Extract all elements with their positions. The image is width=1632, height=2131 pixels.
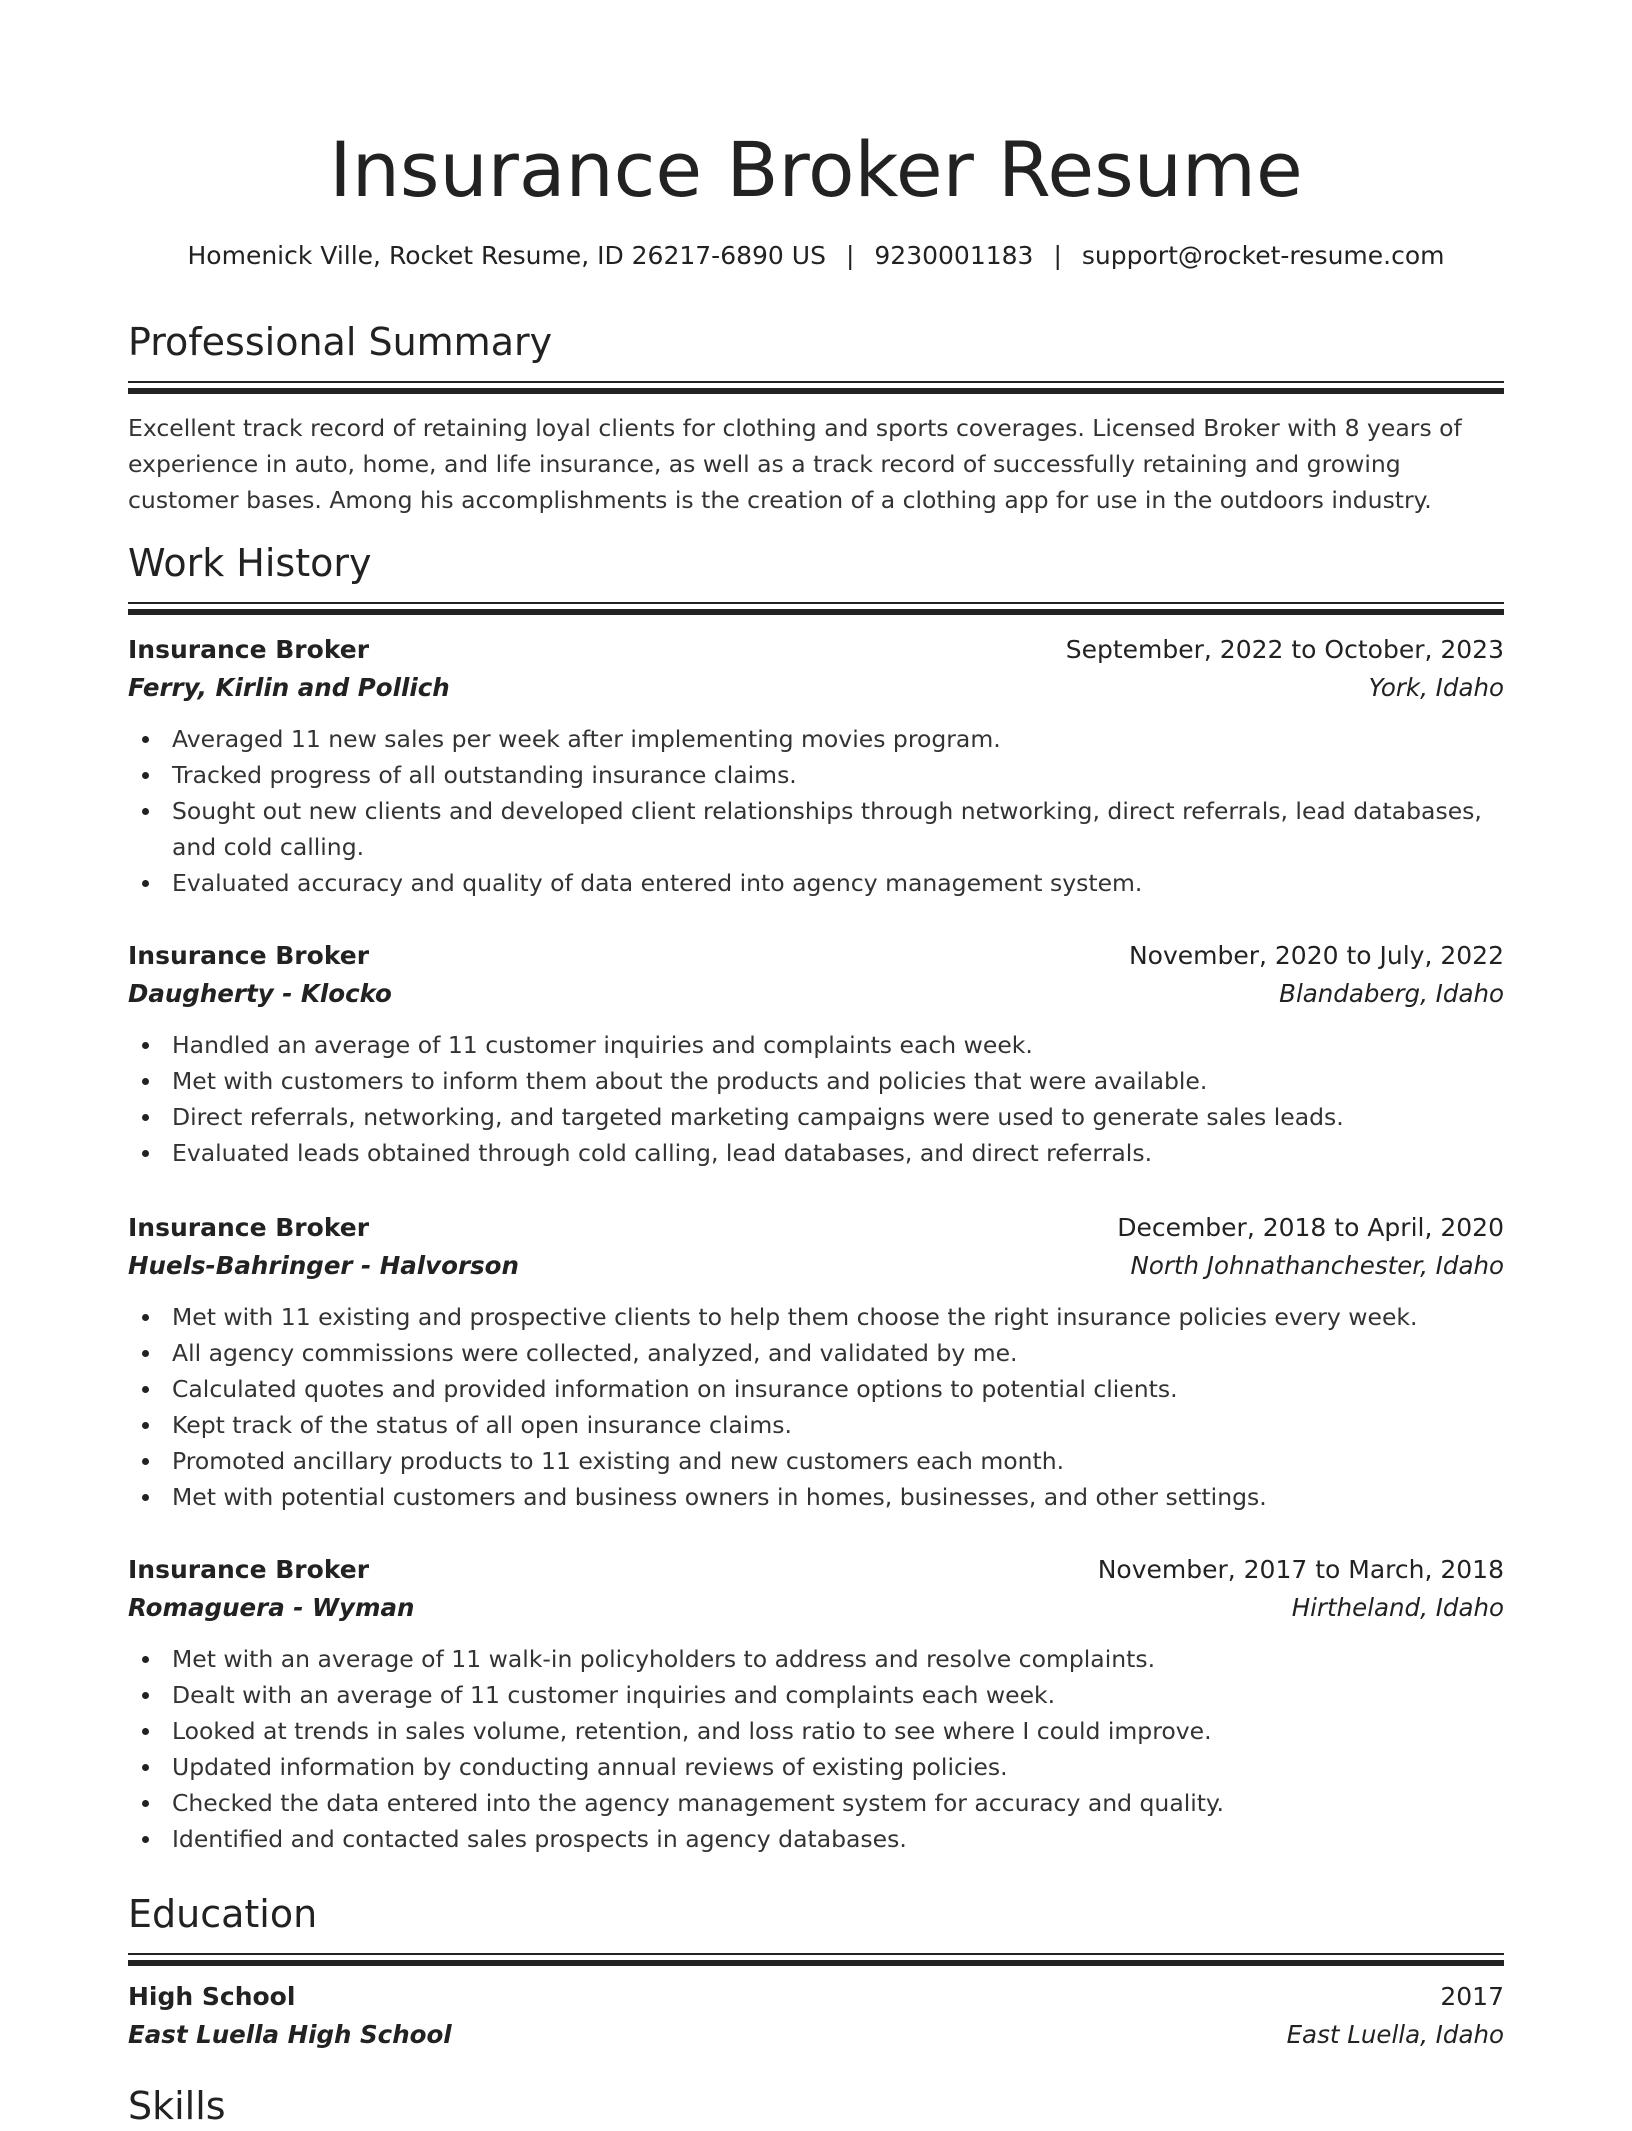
summary-section <box>128 317 1504 518</box>
job-location: Hirtheland, Idaho <box>1291 1593 1504 1622</box>
bullet-item: Sought out new clients and developed client relationships through networking, direct referrals, lead databases, and cold calling. <box>172 793 1504 865</box>
education-heading: Education <box>128 1892 318 1936</box>
work-history-heading: Work History <box>128 541 372 585</box>
work-history-section <box>128 538 1504 615</box>
job-entry <box>128 631 1504 901</box>
contact-address: Homenick Ville, Rocket Resume, ID 26217-6890 US <box>187 241 826 270</box>
job-bullets <box>128 1027 1504 1171</box>
job-company: Romaguera - Wyman <box>128 1593 415 1622</box>
bullet-item: Met with customers to inform them about the products and policies that were available. <box>172 1063 1504 1099</box>
bullet-item: Averaged 11 new sales per week after implementing movies program. <box>172 721 1504 757</box>
job-dates: November, 2020 to July, 2022 <box>1128 941 1504 970</box>
job-bullets <box>128 1299 1504 1515</box>
bullet-item: Calculated quotes and provided information on insurance options to potential clients. <box>172 1371 1504 1407</box>
education-year: 2017 <box>1440 1982 1504 2011</box>
education-degree: High School <box>128 1982 296 2011</box>
bullet-item: Met with an average of 11 walk-in policyholders to address and resolve complaints. <box>172 1641 1504 1677</box>
contact-email: support@rocket-resume.com <box>1081 241 1445 270</box>
bullet-item: Checked the data entered into the agency management system for accuracy and quality. <box>172 1785 1504 1821</box>
job-company: Daugherty - Klocko <box>128 979 392 1008</box>
job-location: Blandaberg, Idaho <box>1279 979 1504 1008</box>
contact-separator: | <box>1053 241 1062 270</box>
job-location: North Johnathanchester, Idaho <box>1130 1251 1504 1280</box>
bullet-item: Looked at trends in sales volume, retention, and loss ratio to see where I could improve. <box>172 1713 1504 1749</box>
summary-text: Excellent track record of retaining loyal clients for clothing and sports coverages. Licensed Broker with 8 years of experience in auto, home, and life insurance, as well as a track record of successfully retaining and growing customer bases. Among his accomplishments is the creation of a clothing app for use in the outdoors industry. <box>128 414 1462 514</box>
job-title: Insurance Broker <box>128 941 370 970</box>
bullet-item: All agency commissions were collected, analyzed, and validated by me. <box>172 1335 1504 1371</box>
job-dates: September, 2022 to October, 2023 <box>1065 635 1504 664</box>
bullet-item: Identified and contacted sales prospects in agency databases. <box>172 1821 1504 1857</box>
job-bullets <box>128 1641 1504 1857</box>
section-divider-thick <box>128 388 1504 394</box>
education-location: East Luella, Idaho <box>1286 2020 1504 2049</box>
job-header-row <box>128 1209 1504 1247</box>
education-header-row <box>128 1978 1504 2016</box>
section-divider <box>128 602 1504 604</box>
job-dates: November, 2017 to March, 2018 <box>1097 1555 1504 1584</box>
bullet-item: Promoted ancillary products to 11 existing and new customers each month. <box>172 1443 1504 1479</box>
job-company-row <box>128 1589 1504 1627</box>
job-title: Insurance Broker <box>128 1555 370 1584</box>
contact-separator: | <box>845 241 855 270</box>
job-header-row <box>128 937 1504 975</box>
job-entry <box>128 1551 1504 1857</box>
bullet-item: Met with potential customers and business owners in homes, businesses, and other settings. <box>172 1479 1504 1515</box>
section-divider <box>128 381 1504 383</box>
job-header-row <box>128 631 1504 669</box>
education-school-row <box>128 2016 1504 2054</box>
summary-heading: Professional Summary <box>128 320 553 364</box>
job-location: York, Idaho <box>1368 673 1504 702</box>
job-dates: December, 2018 to April, 2020 <box>1117 1213 1504 1242</box>
section-divider <box>128 1953 1504 1955</box>
contact-phone: 9230001183 <box>874 241 1034 270</box>
job-entry <box>128 1209 1504 1515</box>
job-company: Ferry, Kirlin and Pollich <box>128 673 450 702</box>
section-divider-thick <box>128 1960 1504 1966</box>
job-title: Insurance Broker <box>128 1213 370 1242</box>
bullet-item: Updated information by conducting annual reviews of existing policies. <box>172 1749 1504 1785</box>
section-divider-thick <box>128 609 1504 615</box>
skills-section <box>128 2081 1504 2131</box>
resume-title: Insurance Broker Resume <box>329 125 1303 214</box>
skills-heading: Skills <box>128 2084 226 2128</box>
job-company-row <box>128 1247 1504 1285</box>
job-company-row <box>128 975 1504 1013</box>
job-company: Huels-Bahringer - Halvorson <box>128 1251 519 1280</box>
bullet-item: Evaluated accuracy and quality of data entered into agency management system. <box>172 865 1504 901</box>
bullet-item: Handled an average of 11 customer inquiries and complaints each week. <box>172 1027 1504 1063</box>
education-entry <box>128 1978 1504 2054</box>
contact-line <box>128 238 1504 274</box>
bullet-item: Dealt with an average of 11 customer inquiries and complaints each week. <box>172 1677 1504 1713</box>
job-company-row <box>128 669 1504 707</box>
bullet-item: Tracked progress of all outstanding insurance claims. <box>172 757 1504 793</box>
bullet-item: Direct referrals, networking, and targeted marketing campaigns were used to generate sales leads. <box>172 1099 1504 1135</box>
bullet-item: Evaluated leads obtained through cold calling, lead databases, and direct referrals. <box>172 1135 1504 1171</box>
job-header-row <box>128 1551 1504 1589</box>
bullet-item: Met with 11 existing and prospective clients to help them choose the right insurance policies every week. <box>172 1299 1504 1335</box>
job-entry <box>128 937 1504 1171</box>
education-section <box>128 1889 1504 1966</box>
education-school: East Luella High School <box>128 2020 452 2049</box>
bullet-item: Kept track of the status of all open insurance claims. <box>172 1407 1504 1443</box>
job-title: Insurance Broker <box>128 635 370 664</box>
job-bullets <box>128 721 1504 901</box>
